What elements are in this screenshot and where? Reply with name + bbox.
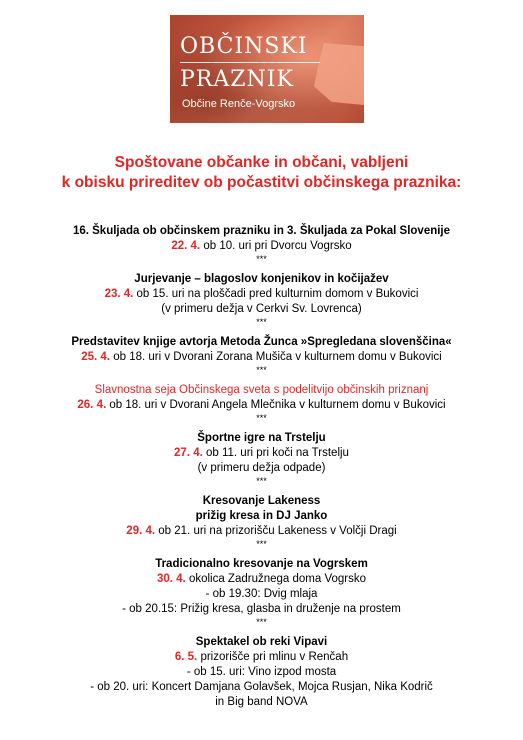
invitation-line-2: k obisku prireditev ob počastitvi občinskega praznika:	[61, 174, 462, 191]
event-item	[0, 431, 523, 491]
event-detail: ob 18. uri v Dvorani Zorana Mušiča v kulturnem domu v Bukovici	[110, 351, 442, 363]
event-detail-line	[0, 287, 523, 302]
event-title: Slavnostna seja Občinskega sveta s podelitvijo občinskih priznanj	[94, 384, 429, 396]
event-title: Jurjevanje – blagoslov konjenikov in kočijažev	[134, 273, 389, 285]
event-detail: ob 21. uri na prizorišču Lakeness v Volčji Dragi	[155, 525, 397, 537]
event-program-item: - ob 20.15: Prižig kresa, glasba in druženje na prostem	[122, 603, 401, 615]
event-title: 16. Škuljada ob občinskem prazniku in 3. Škuljada za Pokal Slovenije	[72, 225, 451, 237]
event-date: 6. 5.	[174, 651, 198, 663]
event-separator: ***	[256, 254, 267, 264]
event-item	[0, 224, 523, 269]
event-separator: ***	[256, 365, 267, 375]
event-detail: ob 10. uri pri Dvorcu Vogrsko	[200, 240, 352, 252]
event-date: 29. 4.	[126, 525, 156, 537]
event-item	[0, 335, 523, 380]
event-program-item: in Big band NOVA	[215, 696, 308, 708]
event-item	[0, 383, 523, 428]
event-note: (v primeru dežja odpade)	[197, 462, 326, 474]
municipality-map-shape	[314, 43, 364, 105]
event-detail-line	[0, 239, 523, 254]
event-item	[0, 494, 523, 554]
event-detail-line	[0, 524, 523, 539]
event-date: 25. 4.	[81, 351, 111, 363]
event-separator: ***	[256, 617, 267, 627]
event-date: 22. 4.	[171, 240, 201, 252]
event-date: 23. 4.	[104, 288, 134, 300]
event-item	[0, 272, 523, 332]
event-item	[0, 557, 523, 632]
event-title: Predstavitev knjige avtorja Metoda Žunca »Spregledana slovenščina«	[71, 336, 452, 348]
event-title-line-2: prižig kresa in DJ Janko	[195, 510, 328, 522]
event-detail: ob 11. uri pri koči na Trstelju	[202, 447, 349, 459]
event-detail-line	[0, 398, 523, 413]
banner-subtitle: Občine Renče-Vogrsko	[182, 98, 296, 110]
banner-divider	[180, 62, 320, 63]
event-title: Spektakel ob reki Vipavi	[195, 636, 328, 648]
event-separator: ***	[256, 476, 267, 486]
event-date: 26. 4.	[77, 399, 107, 411]
event-detail: prizorišče pri mlinu v Renčah	[197, 651, 349, 663]
event-program-item: - ob 20. uri: Koncert Damjana Golavšek, Mojca Rusjan, Nika Kodrič	[90, 681, 433, 693]
event-program-item: - ob 15. uri: Vino izpod mosta	[186, 666, 337, 678]
banner-title-line2: PRAZNIK	[180, 67, 294, 92]
event-separator: ***	[256, 413, 267, 423]
event-detail-line	[0, 350, 523, 365]
event-title: Športne igre na Trstelju	[197, 432, 326, 444]
event-detail: ob 15. uri na ploščadi pred kulturnim domom v Bukovici	[133, 288, 419, 300]
event-detail: okolica Zadružnega doma Vogrsko	[185, 573, 367, 585]
event-title: Kresovanje Lakeness	[202, 495, 321, 507]
event-list	[0, 224, 523, 710]
event-program-item: - ob 19.30: Dvig mlaja	[205, 588, 318, 600]
event-note: (v primeru dežja v Cerkvi Sv. Lovrenca)	[161, 303, 362, 315]
event-item	[0, 635, 523, 710]
event-date: 30. 4.	[156, 573, 186, 585]
invitation-line-1: Spoštovane občanke in občani, vabljeni	[114, 154, 409, 171]
event-date: 27. 4.	[174, 447, 203, 459]
event-detail-line	[0, 650, 523, 665]
event-separator: ***	[256, 539, 267, 549]
banner-title-line1: OBČINSKI	[180, 34, 308, 59]
event-title: Tradicionalno kresovanje na Vogrskem	[155, 558, 368, 570]
invitation-heading	[0, 153, 523, 193]
event-banner	[170, 15, 364, 123]
event-separator: ***	[256, 317, 267, 327]
event-detail: ob 18. uri v Dvorani Angela Mlečnika v kulturnem domu v Bukovici	[106, 399, 446, 411]
event-detail-line	[0, 572, 523, 587]
event-detail-line	[0, 446, 523, 461]
